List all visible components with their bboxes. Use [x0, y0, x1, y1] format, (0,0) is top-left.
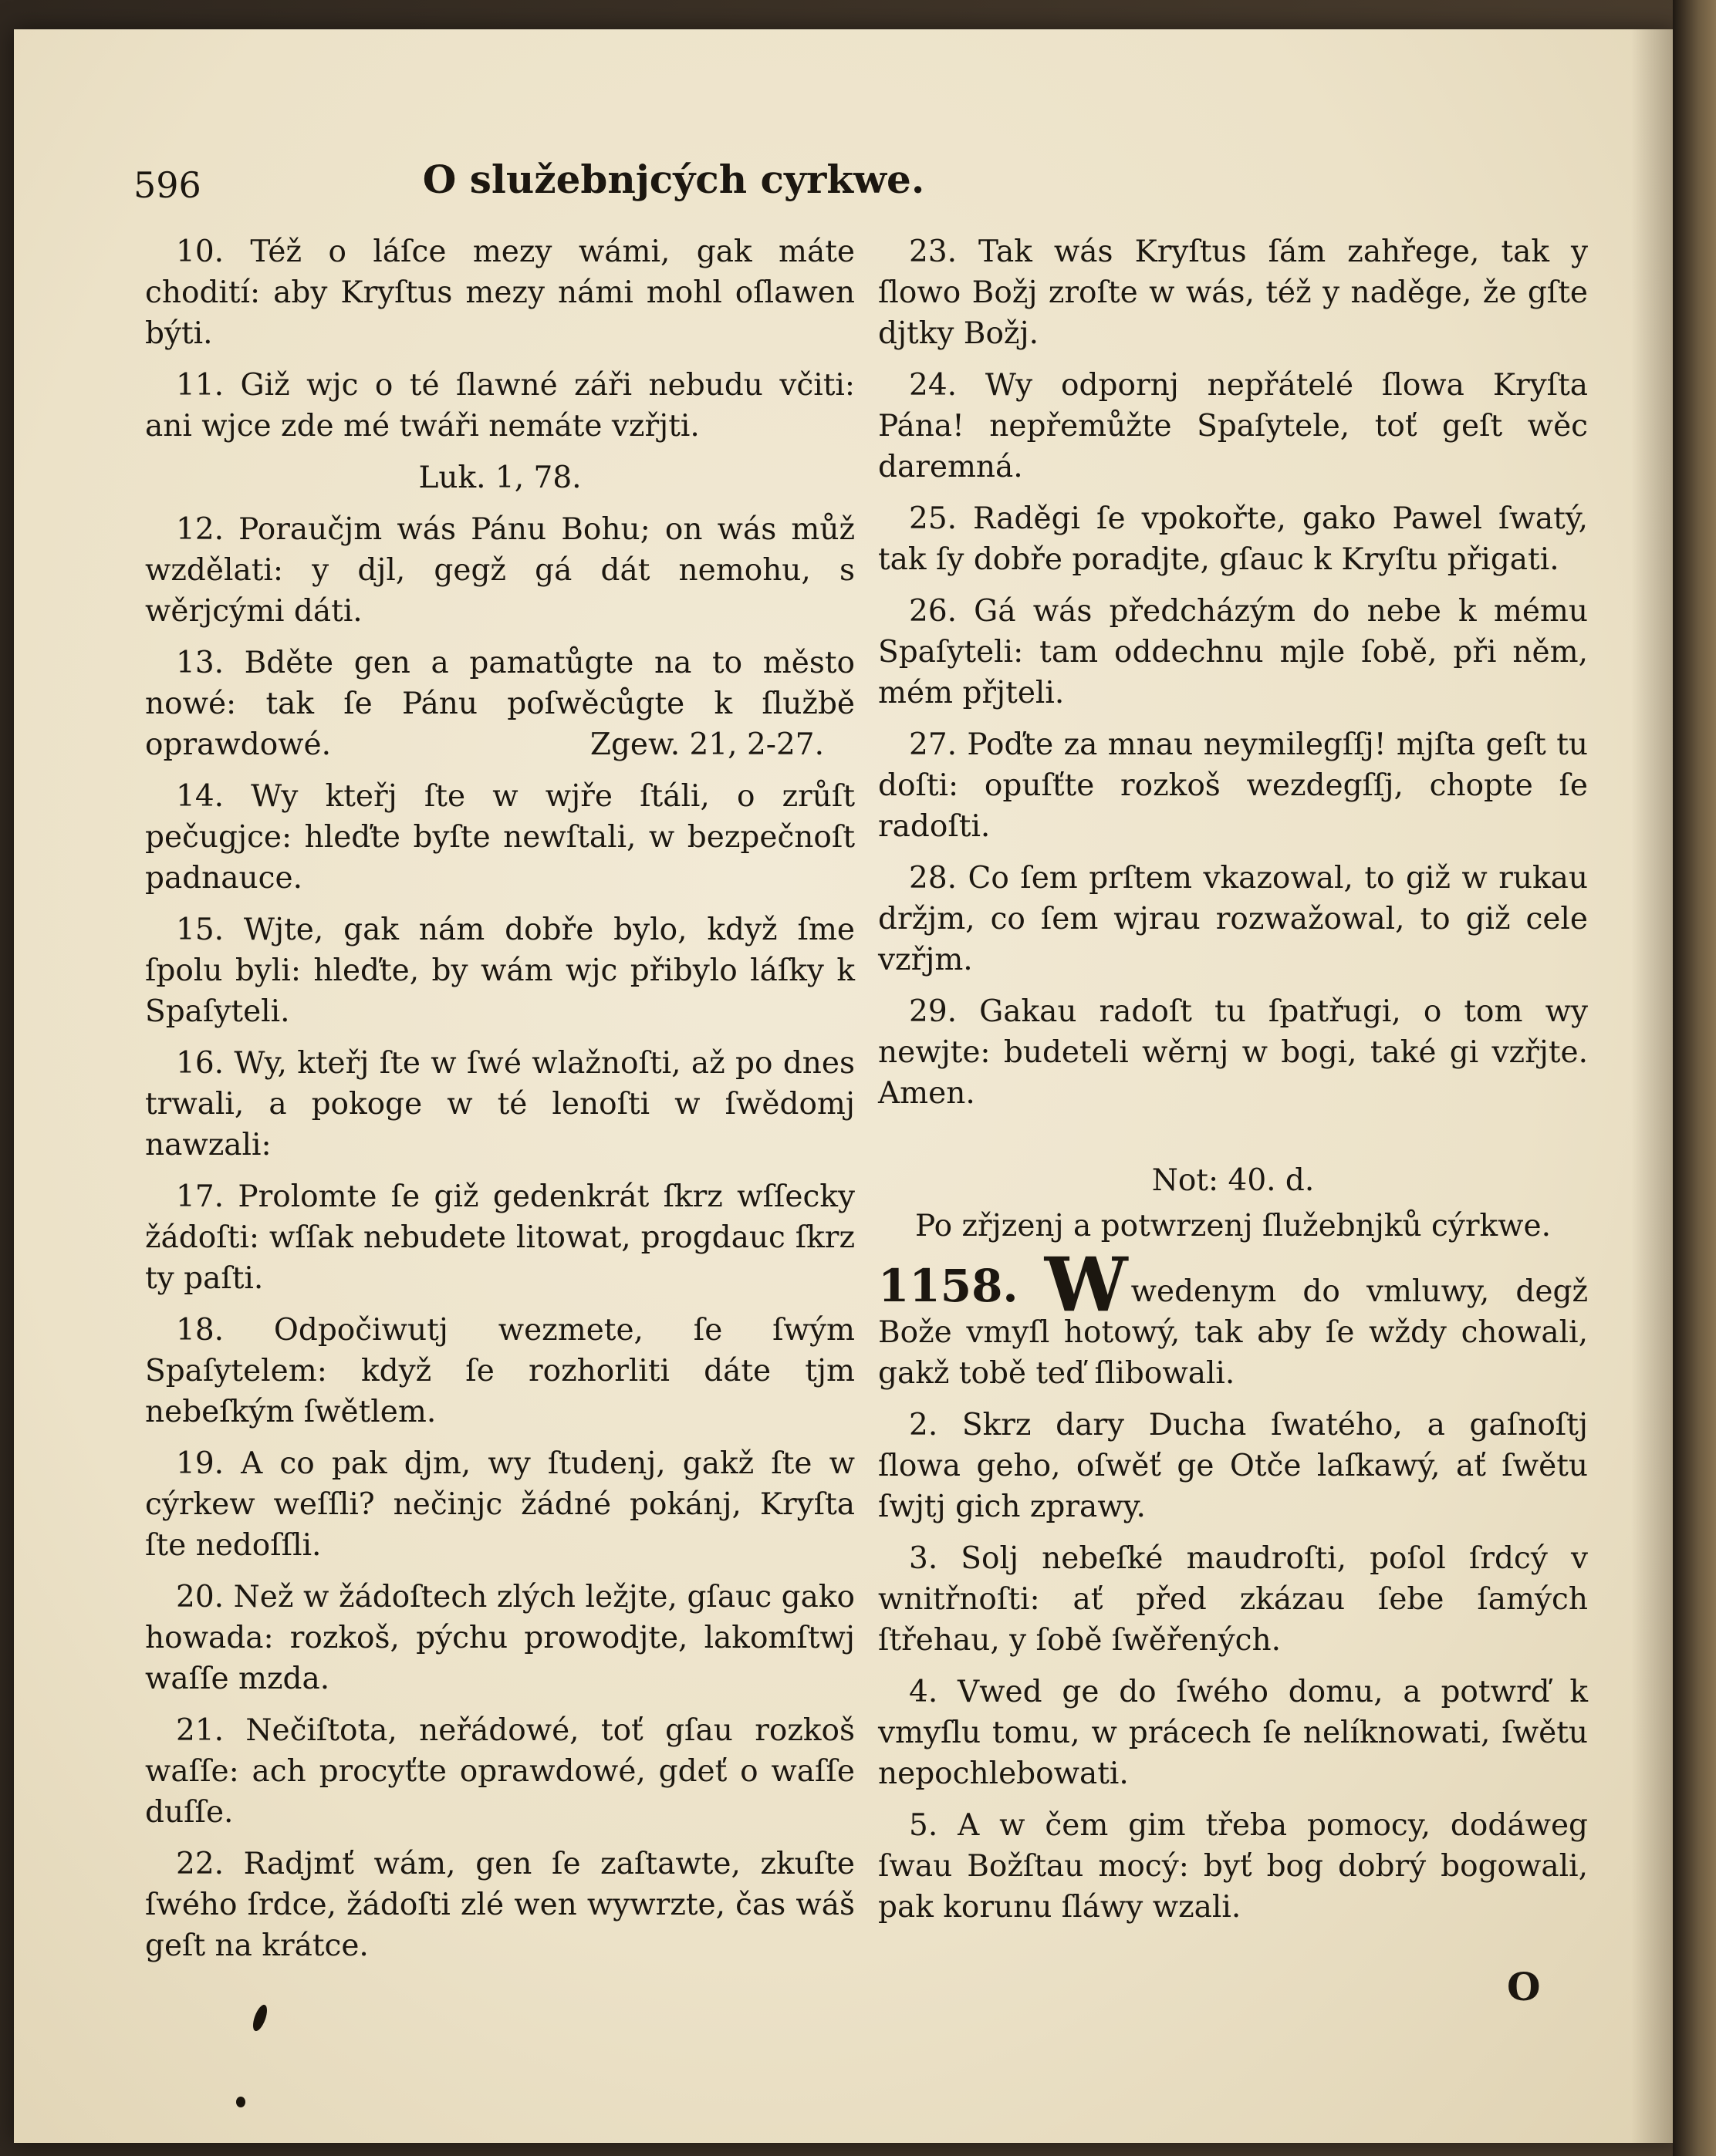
- verse-text: 14. Wy kteřj ſte w wjře ſtáli, o zrůſt pečugjce: hleďte byſte newſtali, w bezpečnoſt padnauce.: [145, 779, 855, 896]
- verse: [145, 1577, 855, 1699]
- ink-dot: [236, 2097, 245, 2107]
- verse: [878, 1405, 1588, 1527]
- hymn-first-verse: [878, 1241, 1588, 1394]
- verse-text: 18. Odpočiwutj wezmete, ſe ſwým Spaſytelem: když ſe rozhorliti dáte tjm nebeſkým ſwětlem.: [145, 1313, 855, 1429]
- verse-text: 2. Skrz dary Ducha ſwatého, a gaſnoſtj ſlowa geho, oſwěť ge Otče laſkawý, ať ſwětu ſwjtj gich zprawy.: [878, 1408, 1588, 1524]
- verse: [145, 909, 855, 1032]
- verse-text: 27. Poďte za mnau neymilegſſj! mjſta geſt tu doſti: opuſťte rozkoš wezdegſſj, chopte ſe radoſti.: [878, 727, 1588, 844]
- verse: [145, 1710, 855, 1833]
- verse: [878, 231, 1588, 354]
- ink-blot: [250, 2003, 269, 2033]
- verse: [878, 1538, 1588, 1661]
- verse-text: 29. Gakau radoſt tu ſpatřugi, o tom wy newjte: budeteli wěrnj w bogi, také gi vzřjte. Amen.: [878, 994, 1588, 1111]
- verse-text: 19. A co pak djm, wy ſtudenj, gakž ſte w cýrkew weſſli? nečinjc žádné pokánj, Kryſta ſte nedoſſli.: [145, 1446, 855, 1563]
- verse-text: 24. Wy odpornj nepřátelé ſlowa Kryſta Pána! nepřemůžte Spaſytele, toť geſt wěc daremná.: [878, 368, 1588, 484]
- page-gutter-shadow: [1631, 29, 1677, 2143]
- page-number: 596: [133, 164, 201, 206]
- verse: [145, 1310, 855, 1432]
- book-page: [14, 29, 1677, 2143]
- verse: [145, 1043, 855, 1166]
- verse-text: 10. Též o láſce mezy wámi, gak máte chodití: aby Kryſtus mezy námi mohl oſlawen býti.: [145, 234, 855, 351]
- verse-text: 17. Prolomte ſe giž gedenkrát ſkrz wſſecky žádoſti: wſſak nebudete litowat, progdauc ſkrz ty paſti.: [145, 1179, 855, 1296]
- tune-reference: Not: 40. d.: [1151, 1163, 1315, 1198]
- verse: [145, 643, 855, 765]
- verse-text: 25. Raděgi ſe vpokořte, gako Pawel ſwatý, tak ſy dobře poradjte, gſauc k Kryſtu přigati.: [878, 501, 1588, 577]
- verse: [878, 365, 1588, 488]
- verse: [878, 1672, 1588, 1794]
- verse: [145, 1443, 855, 1566]
- verse: [145, 231, 855, 354]
- catchword: O: [1507, 1964, 1541, 2009]
- running-title: O služebnjcých cyrkwe.: [422, 157, 925, 202]
- verse: [878, 591, 1588, 714]
- verse-text: 20. Než w žádoſtech zlých ležjte, gſauc gako howada: rozkoš, pýchu prowodjte, lakomſtwj waſſe mzda.: [145, 1580, 855, 1696]
- drop-capital: W: [1044, 1241, 1128, 1328]
- verse: [145, 365, 855, 447]
- verse-text: 26. Gá wás předcházým do nebe k mému Spaſyteli: tam oddechnu mjle ſobě, při něm, mém přjteli.: [878, 594, 1588, 710]
- facing-page-edge: [1673, 0, 1716, 2156]
- verse-text: 23. Tak wás Kryſtus ſám zahřege, tak y ſlowo Božj zroſte w wás, též y naděge, že gſte djtky Božj.: [878, 234, 1588, 351]
- verse: [878, 1805, 1588, 1928]
- hymn-title: Po zřjzenj a potwrzenj ſlužebnjků cýrkwe.: [914, 1209, 1552, 1243]
- verse-text: 11. Giž wjc o té ſlawné záři nebudu včiti: ani wjce zde mé twáři nemáte vzřjti.: [145, 368, 855, 444]
- verse: [878, 991, 1588, 1114]
- verse-text: 12. Poraučjm wás Pánu Bohu; on wás můž wzdělati: y djl, gegž gá dát nemohu, s wěrjcými dáti.: [145, 512, 855, 629]
- verse-text: 5. A w čem gim třeba pomocy, dodáweg ſwau Božſtau mocý: byť bog dobrý bogowali, pak korunu ſláwy wzali.: [878, 1808, 1588, 1925]
- left-column: [145, 231, 855, 1977]
- verse: [878, 498, 1588, 580]
- verse-text: wedenym do vmluwy, degž Bože vmyſl hotowý, tak aby ſe wždy chowali, gakž tobě teď ſlibowali.: [878, 1274, 1588, 1391]
- scripture-reference: Luk. 1, 78.: [418, 461, 582, 495]
- scripture-reference: Zgew. 21, 2-27.: [589, 727, 824, 762]
- verse-text: 22. Radjmť wám, gen ſe zaſtawte, zkuſte ſwého ſrdce, žádoſti zlé wen wywrzte, čas wáš geſt na krátce.: [145, 1847, 855, 1963]
- verse: [145, 776, 855, 899]
- verse-text: 3. Solj nebeſké maudroſti, poſol ſrdcý v wnitřnoſti: ať před zkázau ſebe ſamých ſtřehau, y ſobě ſwěřených.: [878, 1541, 1588, 1658]
- right-column: [878, 231, 1588, 1938]
- verse: [145, 1176, 855, 1299]
- verse: [878, 858, 1588, 980]
- verse: [878, 724, 1588, 847]
- verse: [145, 509, 855, 632]
- hymn-number: 1158.: [878, 1260, 1018, 1312]
- verse-text: 21. Nečiſtota, neřádowé, toť gſau rozkoš waſſe: ach procyťte oprawdowé, gdeť o waſſe duſſe.: [145, 1713, 855, 1830]
- page-header: [133, 157, 1059, 218]
- verse-text: 28. Co ſem prſtem vkazowal, to giž w rukau držjm, co ſem wjrau rozwažowal, to giž cele vzřjm.: [878, 861, 1588, 977]
- verse: [145, 1844, 855, 1966]
- verse-text: 13. Bděte gen a pamatůgte na to město nowé: tak ſe Pánu poſwěcůgte k ſlužbě oprawdowé.: [145, 646, 855, 762]
- verse-text: 15. Wjte, gak nám dobře bylo, když ſme ſpolu byli: hleďte, by wám wjc přibylo láſky k Spaſyteli.: [145, 913, 855, 1029]
- verse-text: 16. Wy, kteřj ſte w ſwé wlažnoſti, až po dnes trwali, a pokoge w té lenoſti w ſwědomj nawzali:: [145, 1046, 855, 1162]
- verse-text: 4. Vwed ge do ſwého domu, a potwrď k vmyſlu tomu, w prácech ſe nelíknowati, ſwětu nepochlebowati.: [878, 1675, 1588, 1791]
